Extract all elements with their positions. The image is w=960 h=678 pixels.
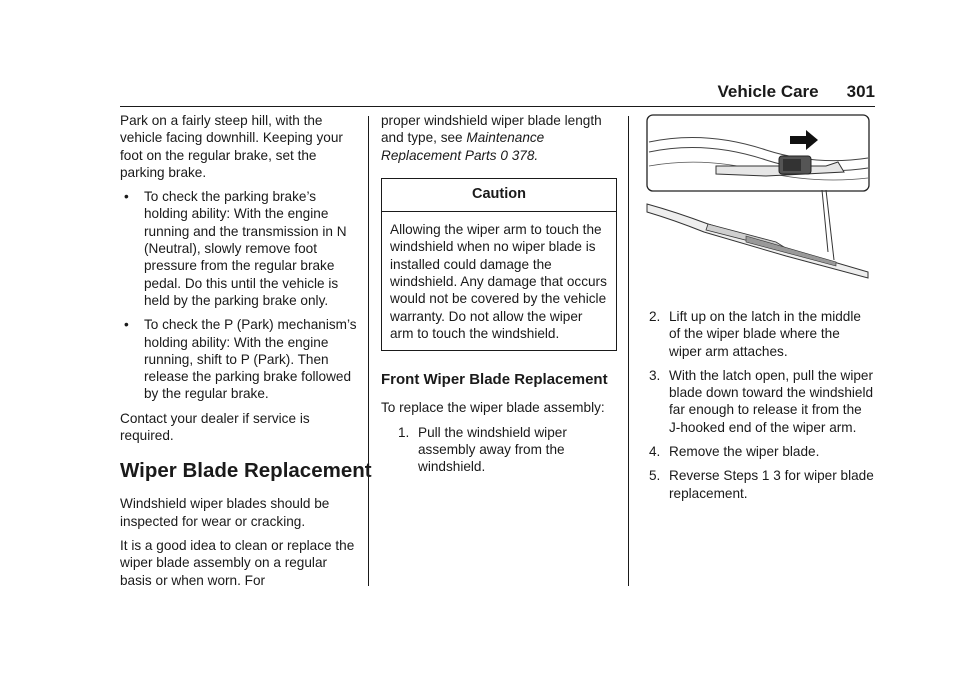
page-ref-symbol: 0 <box>500 147 508 163</box>
bullet-text: To check the P (Park) mechanism’s holding ability: With the engine running, shift to P (Park). Then release the parking brake followed by the regular brake. <box>144 317 357 402</box>
step-number: 3. <box>649 367 661 383</box>
caution-box <box>381 178 617 351</box>
reference-paragraph <box>381 112 617 164</box>
step-number: 2. <box>649 309 661 324</box>
caution-title: Caution <box>382 179 616 212</box>
column-divider-2 <box>628 116 629 586</box>
steps-list <box>381 424 617 476</box>
section-title-header: Vehicle Care <box>717 82 819 101</box>
column-divider-1 <box>368 116 369 586</box>
bullet-item <box>120 188 358 309</box>
section-heading: Wiper Blade Replacement <box>120 459 372 483</box>
reference-link[interactable]: Maintenance Replacement Parts <box>381 130 545 163</box>
step-number: 1. <box>398 424 410 440</box>
step-item <box>395 424 617 476</box>
contact-paragraph: Contact your dealer if service is required. <box>120 410 310 444</box>
step-text: Remove the wiper blade. <box>669 444 820 460</box>
page-number: 301 <box>846 82 875 101</box>
step-item <box>646 367 876 436</box>
reference-page: 378. <box>511 147 539 163</box>
header-rule <box>120 106 875 107</box>
step-text: Reverse Steps 1 3 for wiper blade replacement. <box>669 468 874 501</box>
wiper-blade-illustration <box>646 112 872 282</box>
steps-intro: To replace the wiper blade assembly: <box>381 400 605 416</box>
paragraph: It is a good idea to clean or replace the wiper blade assembly on a regular basis or when worn. For <box>120 537 355 588</box>
step-item <box>646 308 876 360</box>
step-number: 5. <box>649 468 661 484</box>
column-3 <box>646 112 876 509</box>
step-text: Lift up on the latch in the middle of the wiper blade where the wiper arm attaches. <box>669 309 861 359</box>
step-number: 4. <box>649 444 661 460</box>
column-2 <box>381 112 617 482</box>
step-text: With the latch open, pull the wiper blade down toward the windshield far enough to release it from the J-hooked end of the wiper arm. <box>669 367 874 435</box>
paragraph: Windshield wiper blades should be inspected for wear or cracking. <box>120 496 330 529</box>
step-item <box>646 467 876 502</box>
column-1 <box>120 112 372 596</box>
bullet-mark: • <box>124 317 129 333</box>
step-text: Pull the windshield wiper assembly away from the windshield. <box>418 424 567 475</box>
bullet-text: To check the parking brake’s holding ability: With the engine running and the transmission in N (Neutral), slowly remove foot pressure from the regular brake pedal. Do this until the vehicle is held by the parking brake only. <box>144 189 347 308</box>
step-item <box>646 443 876 460</box>
intro-paragraph: Park on a fairly steep hill, with the vehicle facing downhill. Keeping your foot on the regular brake, set the parking brake. <box>120 113 343 180</box>
subheading: Front Wiper Blade Replacement <box>381 371 608 389</box>
caution-text: Allowing the wiper arm to touch the windshield when no wiper blade is installed could damage the windshield. Any damage that occurs would not be covered by the vehicle warranty. Do not allow the wiper arm to touch the windshield. <box>390 222 607 341</box>
reference-lead: proper windshield wiper blade length and type, see <box>381 113 602 146</box>
bullet-item <box>120 316 358 402</box>
bullet-mark: • <box>124 189 129 205</box>
page-header <box>718 82 876 102</box>
